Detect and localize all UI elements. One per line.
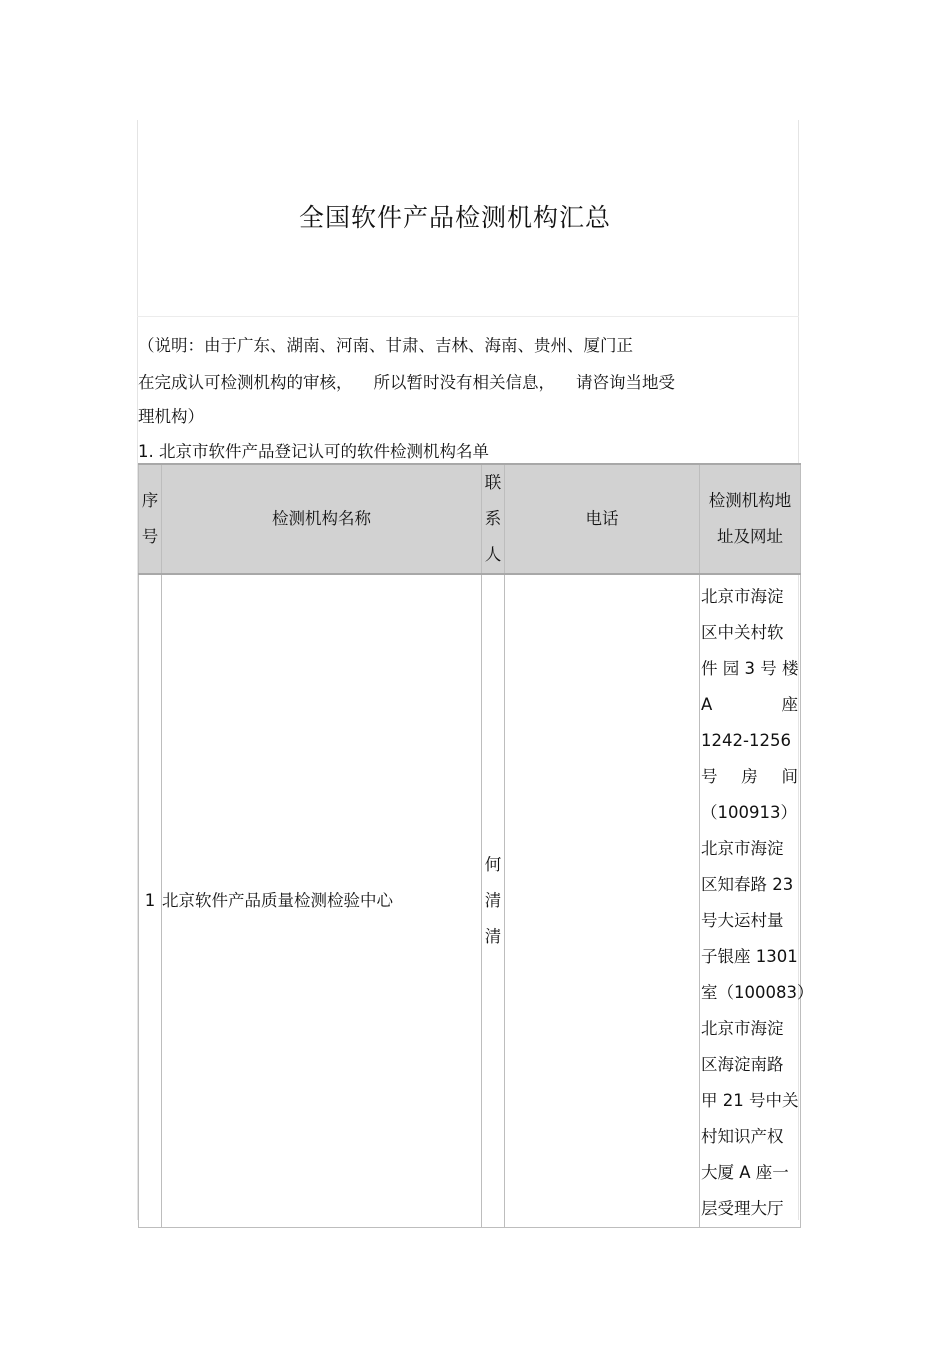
address-line: 北京市海淀 bbox=[701, 587, 784, 606]
header-contact-char: 联 bbox=[484, 473, 502, 492]
row-contact-char: 清 bbox=[484, 891, 502, 910]
address-line: （100913） bbox=[701, 803, 797, 822]
address-line: 区知春路 23 bbox=[701, 875, 794, 894]
address-line: 甲 21 号中关 bbox=[701, 1091, 799, 1110]
institution-table bbox=[138, 463, 814, 1228]
address-line: 件 园 3 号 楼 bbox=[701, 659, 799, 678]
note-line-1: （说明：由于广东、湖南、河南、甘肃、吉林、海南、贵州、厦门正 bbox=[138, 336, 633, 355]
address-line: 区海淀南路 bbox=[701, 1055, 784, 1074]
header-address-line: 检测机构地 bbox=[708, 491, 792, 510]
address-line: 号 房 间 bbox=[701, 767, 798, 786]
row-contact bbox=[482, 574, 505, 1228]
address-line: 大厦 A 座一 bbox=[701, 1163, 789, 1182]
address-line: 北京市海淀 bbox=[701, 839, 784, 858]
title-divider bbox=[137, 316, 799, 317]
header-address bbox=[700, 464, 801, 574]
header-name: 检测机构名称 bbox=[162, 464, 482, 574]
address-line: 北京市海淀 bbox=[701, 1019, 784, 1038]
address-line: 1242-1256 bbox=[701, 731, 791, 750]
address-line: 室（100083） bbox=[701, 983, 814, 1002]
header-phone: 电话 bbox=[505, 464, 700, 574]
table-header-row bbox=[139, 464, 801, 574]
note-line-2: 在完成认可检测机构的审核， 所以暂时没有相关信息， 请咨询当地受 bbox=[138, 373, 675, 392]
address-line: 子银座 1301 bbox=[701, 947, 798, 966]
row-address bbox=[700, 574, 814, 1228]
address-line: 层受理大厅 bbox=[701, 1199, 784, 1218]
document-title: 全国软件产品检测机构汇总 bbox=[298, 203, 611, 232]
note-line-3: 理机构） bbox=[138, 407, 204, 426]
address-line: 区中关村软 bbox=[701, 623, 784, 642]
row-no: 1 bbox=[139, 574, 162, 1228]
header-no-char: 序 bbox=[141, 491, 159, 510]
header-contact-char: 人 bbox=[484, 545, 502, 564]
header-contact-char: 系 bbox=[484, 509, 502, 528]
row-phone bbox=[505, 574, 700, 1228]
header-no-char: 号 bbox=[141, 527, 159, 546]
row-contact-char: 清 bbox=[484, 927, 502, 946]
header-no bbox=[139, 464, 162, 574]
header-contact bbox=[482, 464, 505, 574]
row-name: 北京软件产品质量检测检验中心 bbox=[162, 574, 482, 1228]
header-address-line: 址及网址 bbox=[717, 527, 783, 546]
row-contact-char: 何 bbox=[484, 855, 502, 874]
address-line: 号大运村量 bbox=[701, 911, 784, 930]
section-heading: 1. 北京市软件产品登记认可的软件检测机构名单 bbox=[138, 442, 489, 461]
address-line: A 座 bbox=[701, 695, 798, 714]
table-row bbox=[139, 574, 801, 1228]
address-line: 村知识产权 bbox=[701, 1127, 784, 1146]
